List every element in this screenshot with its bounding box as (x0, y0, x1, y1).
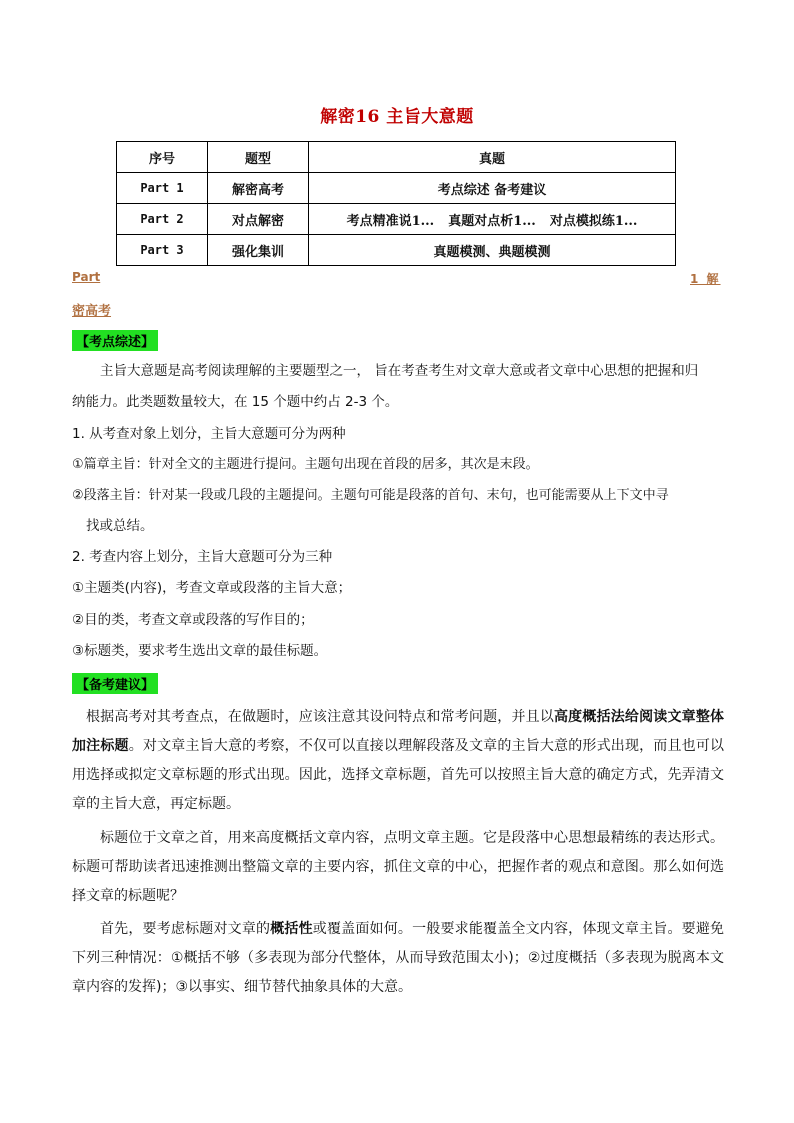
row-items (309, 204, 676, 235)
advice-paragraph-1 (72, 703, 724, 819)
list-item: ①主题类(内容)，考查文章或段落的主旨大意； (72, 580, 352, 596)
document-title: 解密16 主旨大意题 (320, 107, 474, 127)
row-item: 真题对点析1... (448, 213, 536, 229)
list-item: ①篇章主旨：针对全文的主题进行提问。主题句出现在首段的居多，其次是末段。 (72, 457, 539, 472)
table-row (117, 204, 676, 235)
row-item: 真题模测、典题模测 (433, 244, 551, 260)
row-type: 强化集训 (208, 235, 309, 266)
table-row (117, 235, 676, 266)
advice-text: 首先，要考虑标题对文章的 (100, 921, 271, 937)
advice-text: 。对文章主旨大意的考察，不仅可以直接以理解段落及文章的主旨大意的形式出现，而且也可以用选择或拟定文章标题的形式出现。因此，选择文章标题，首先可以按照主旨大意的确定方式，先弄清文章的主旨大意，再定标题。 (72, 738, 725, 812)
part-heading-left: Part (72, 270, 101, 284)
list-item: 1. 从考查对象上划分，主旨大意题可分为两种 (72, 426, 346, 442)
row-type: 对点解密 (208, 204, 309, 235)
list-item: 找或总结。 (86, 518, 154, 534)
advice-text: 或覆盖面如何。一般要求能覆盖全文内容，体现文章主旨。要避免下列三种情况：①概括不够（多表现为部分代整体，从而导致范围太小)；②过度概括（多表现为脱离本文章内容的发挥)；③以事实、细节替代抽象具体的大意。 (72, 921, 725, 995)
part-heading-continued: 密高考 (72, 304, 112, 319)
row-items (309, 173, 676, 204)
header-type: 题型 (208, 142, 309, 173)
part-heading-right: 1 解 (690, 272, 721, 286)
header-questions: 真题 (309, 142, 676, 173)
advice-paragraph-3 (72, 915, 724, 1002)
row-items (309, 235, 676, 266)
row-part: Part 1 (117, 173, 208, 204)
contents-table (116, 141, 676, 266)
row-part: Part 2 (117, 204, 208, 235)
section-tag-overview: 【考点综述】 (72, 330, 158, 351)
row-type: 解密高考 (208, 173, 309, 204)
table-header-row (117, 142, 676, 173)
advice-paragraph-2: 标题位于文章之首，用来高度概括文章内容，点明文章主题。它是段落中心思想最精练的表达形式。标题可帮助读者迅速推测出整篇文章的主要内容，抓住文章的中心，把握作者的观点和意图。那么如何选择文章的标题呢？ (72, 830, 724, 904)
intro-line: 主旨大意题是高考阅读理解的主要题型之一， 旨在考查考生对文章大意或者文章中心思想的把握和归 (100, 363, 699, 379)
list-item: 2. 考查内容上划分，主旨大意题可分为三种 (72, 549, 333, 565)
advice-emphasis: 高度概括法给阅读文章整体加注标题 (72, 709, 724, 754)
row-part: Part 3 (117, 235, 208, 266)
advice-text: 根据高考对其考查点，在做题时，应该注意其设问特点和常考问题，并且以 (86, 709, 554, 725)
row-item: 考点综述 备考建议 (437, 182, 547, 198)
row-item: 考点精准说1... (346, 213, 435, 229)
row-item: 对点模拟练1... (549, 213, 638, 229)
table-row (117, 173, 676, 204)
list-item: ②段落主旨：针对某一段或几段的主题提问。主题句可能是段落的首句、末句，也可能需要从上下文中寻 (72, 488, 669, 503)
header-number: 序号 (117, 142, 208, 173)
section-tag-advice: 【备考建议】 (72, 673, 158, 694)
intro-line: 纳能力。此类题数量较大，在 15 个题中约占 2-3 个。 (72, 394, 399, 410)
advice-emphasis: 概括性 (270, 921, 313, 937)
list-item: ②目的类，考查文章或段落的写作目的； (72, 612, 314, 628)
list-item: ③标题类，要求考生选出文章的最佳标题。 (72, 643, 328, 659)
